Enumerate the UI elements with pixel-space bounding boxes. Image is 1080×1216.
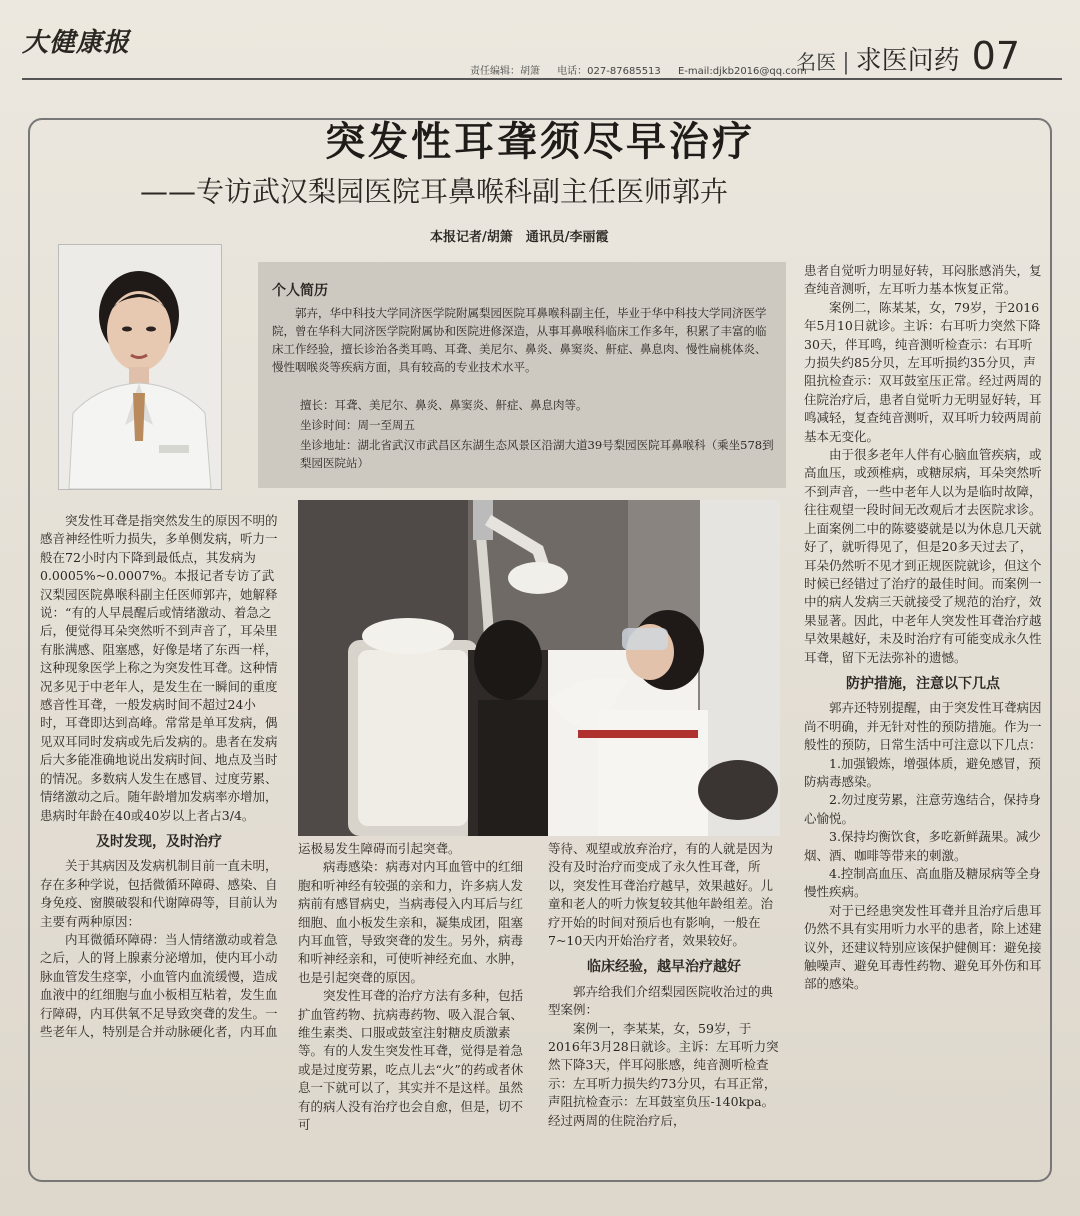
col4-para-5: 对于已经患突发性耳聋并且治疗后患耳仍然不具有实用听力水平的患者，除上述建议外，还建议特别应该保护健侧耳：避免接触噪声、避免耳毒性药物、避免耳外伤和耳部的感染。: [804, 902, 1042, 992]
col2-para-1: 运极易发生障碍而引起突聋。: [298, 841, 461, 856]
col4-list-4: 4.控制高血压、高血脂及糖尿病等全身慢性疾病。: [804, 866, 1041, 900]
article-column-4: [804, 262, 1042, 994]
col3-para-2: 郭卉给我们介绍梨园医院收治过的典型案例：: [548, 983, 774, 1018]
article-byline: 本报记者/胡箫 通讯员/李丽霞: [430, 230, 609, 245]
col1-para-3: 内耳微循环障碍：当人情绪激动或着急之后，人的肾上腺素分泌增加，使内耳小动脉血管发生痉挛，小血管内血流缓慢，造成血液中的红细胞与血小板相互粘着，发生血行障碍，内耳供氧不足导致突聋的发生。一些老年人，特别是合并动脉硬化者，内耳血: [40, 931, 278, 1039]
editor-phone: 电话：027-87685513: [557, 66, 661, 77]
col2-para-2: 病毒感染：病毒对内耳血管中的红细胞和听神经有较强的亲和力，许多病人发病前有感冒病史，当病毒侵入内耳后与红细胞、血小板发生亲和，凝集成团，阻塞内耳血管，导致突聋的发生。另外，病毒和听神经亲和，可使听神经充血、水肿，也是引起突聋的原因。: [298, 859, 524, 985]
col4-heading-prevention: 防护措施，注意以下几点: [846, 675, 1000, 692]
col3-para-1: 等待、观望或放弃治疗，有的人就是因为没有及时治疗而变成了永久性耳聋，所以，突发性耳聋治疗越早，效果越好。儿童和老人的听力恢复较其他年龄组差。治疗开始的时间对预后也有影响，一般在7~10天内开始治疗者，效果较好。: [548, 841, 774, 949]
editor-email: E-mail:djkb2016@qq.com: [677, 66, 807, 77]
col4-para-3: 由于很多老年人伴有心脑血管疾病，或高血压，或颈椎病，或糖尿病，耳朵突然听不到声音，一些中老年人以为是临时故障，往往观望一段时间无改观后才去医院求诊。上面案例二中的陈婆婆就是以为休息几天就好了，就听得见了，但是20多天过去了，耳朵仍然听不见才到正规医院就诊，但这个时候已经错过了治疗的最佳时间。而案例一中的病人发病三天就接受了规范的治疗，效果显著。因此，中老年人突发性耳聋治疗越早效果越好，未及时治疗有可能变成永久性耳聋，留下无法弥补的遗憾。: [804, 447, 1042, 665]
col1-para-1: 突发性耳聋是指突然发生的原因不明的感音神经性听力损失，多单侧发病，听力一般在72小时内下降到最低点，其发病为0.0005%~0.0007%。本报记者专访了武汉梨园医院鼻喉科副主任医师郭卉，她解释说：“有的人早晨醒后或情绪激动、着急之后，便觉得耳朵突然听不到声音了，耳朵里有胀满感、阻塞感，好像是堵了东西一样，这种现象医学上称之为突发性耳聋。这种情况多见于中老年人，是发生在一瞬间的重度感音性耳聋，一般发病时间不超过24小时，耳聋即达到高峰。常常是单耳发病，偶见双耳同时发病或先后发病的。患者在发病后大多能准确地说出发病时间、地点及当时的情况。多数病人发生在感冒、过度劳累、情绪激动之后。随年龄增加发病率亦增加，患病时年龄在40或40岁以上者占3/4。: [40, 513, 278, 823]
section-header: [796, 34, 1020, 78]
article-subtitle: ——专访武汉梨园医院耳鼻喉科副主任医师郭卉: [140, 175, 729, 208]
col3-heading-clinical: 临床经验，越早治疗越好: [587, 959, 741, 976]
profile-clinic-address: 坐诊地址：湖北省武汉市武昌区东湖生态风景区沿湖大道39号梨园医院耳鼻喉科（乘坐578到梨园医院站）: [300, 438, 774, 470]
editor-info: [470, 62, 821, 77]
profile-box: [258, 262, 786, 488]
masthead: 大健康报: [22, 28, 131, 58]
col3-para-3: 案例一，李某某，女，59岁，于2016年3月28日就诊。主诉：左耳听力突然下降3天，伴耳闷胀感，纯音测听检查示：左耳听力损失约73分贝，右耳正常，声阻抗检查示：左耳鼓室负压-140kpa。经过两周的住院治疗后，: [548, 1020, 779, 1128]
clinic-scene: [298, 500, 780, 836]
article-column-1: [40, 512, 278, 1041]
col1-heading-timely: 及时发现，及时治疗: [96, 833, 222, 850]
portrait-illustration: [59, 245, 221, 489]
profile-heading: 个人简历: [272, 283, 328, 299]
col1-para-2: 关于其病因及发病机制目前一直未明，存在多种学说，包括微循环障碍、感染、自身免疫、窗膜破裂和代谢障碍等，目前认为主要有两种原因：: [40, 858, 278, 929]
article-column-3: [548, 840, 780, 1130]
col4-para-2: 案例二，陈某某，女，79岁，于2016年5月10日就诊。主诉：右耳听力突然下降30天，伴耳鸣，纯音测听检查示：右耳听力损失约85分贝，左耳听损约35分贝，声阻抗检查示：双耳鼓室压正常。经过两周的住院治疗后，患者自觉听力无明显好转，耳鸣减轻，复查纯音测听，双耳听力较两周前基本无变化。: [804, 299, 1042, 444]
page-number: 07: [971, 34, 1020, 78]
col2-para-3: 突发性耳聋的治疗方法有多种，包括扩血管药物、抗病毒药物、吸入混合氧、维生素类、口服或鼓室注射糖皮质激素等。有的人发生突发性耳聋，觉得是着急或是过度劳累，吃点儿去“火”的药或者休息一下就可以了，其实并不是这样。虽然有的病人没有治疗也会自愈，但是，切不可: [298, 988, 524, 1133]
section-divider: |: [842, 50, 850, 75]
clinic-photo: [298, 500, 780, 836]
section-sub: 名医: [796, 50, 837, 74]
col4-para-4: 郭卉还特别提醒，由于突发性耳聋病因尚不明确，并无针对性的预防措施。作为一般性的预防，日常生活中可注意以下几点：: [804, 700, 1042, 753]
doctor-portrait: [58, 244, 222, 490]
article-column-2: [298, 840, 534, 1135]
article-title: 突发性耳聋须尽早治疗: [325, 118, 755, 165]
profile-specialty: 擅长：耳聋、美尼尔、鼻炎、鼻窦炎、鼾症、鼻息肉等。: [300, 398, 588, 412]
profile-clinic-time: 坐诊时间：周一至周五: [300, 418, 415, 432]
section-main: 求医问药: [855, 46, 960, 76]
col4-para-1: 患者自觉听力明显好转，耳闷胀感消失，复查纯音测听，左耳听力基本恢复正常。: [804, 263, 1042, 297]
col4-list-3: 3.保持均衡饮食，多吃新鲜蔬果。减少烟、酒、咖啡等带来的刺激。: [804, 829, 1041, 863]
header-rule: [22, 78, 1062, 80]
editor-name: 责任编辑：胡箫: [470, 66, 540, 77]
profile-intro: 郭卉，华中科技大学同济医学院附属梨园医院耳鼻喉科副主任，毕业于华中科技大学同济医学院，曾在华科大同济医学院附属协和医院进修深造，从事耳鼻喉科临床工作多年，积累了丰富的临床工作经验，擅长诊治各类耳鸣、耳聋、美尼尔、鼻炎、鼻窦炎、鼾症、鼻息肉、慢性扁桃体炎、慢性咽喉炎等疾病方面，具有较高的专业技术水平。: [272, 306, 767, 374]
col4-list-1: 1.加强锻炼，增强体质，避免感冒，预防病毒感染。: [804, 755, 1041, 789]
col4-list-2: 2.勿过度劳累，注意劳逸结合，保持身心愉悦。: [804, 792, 1041, 826]
